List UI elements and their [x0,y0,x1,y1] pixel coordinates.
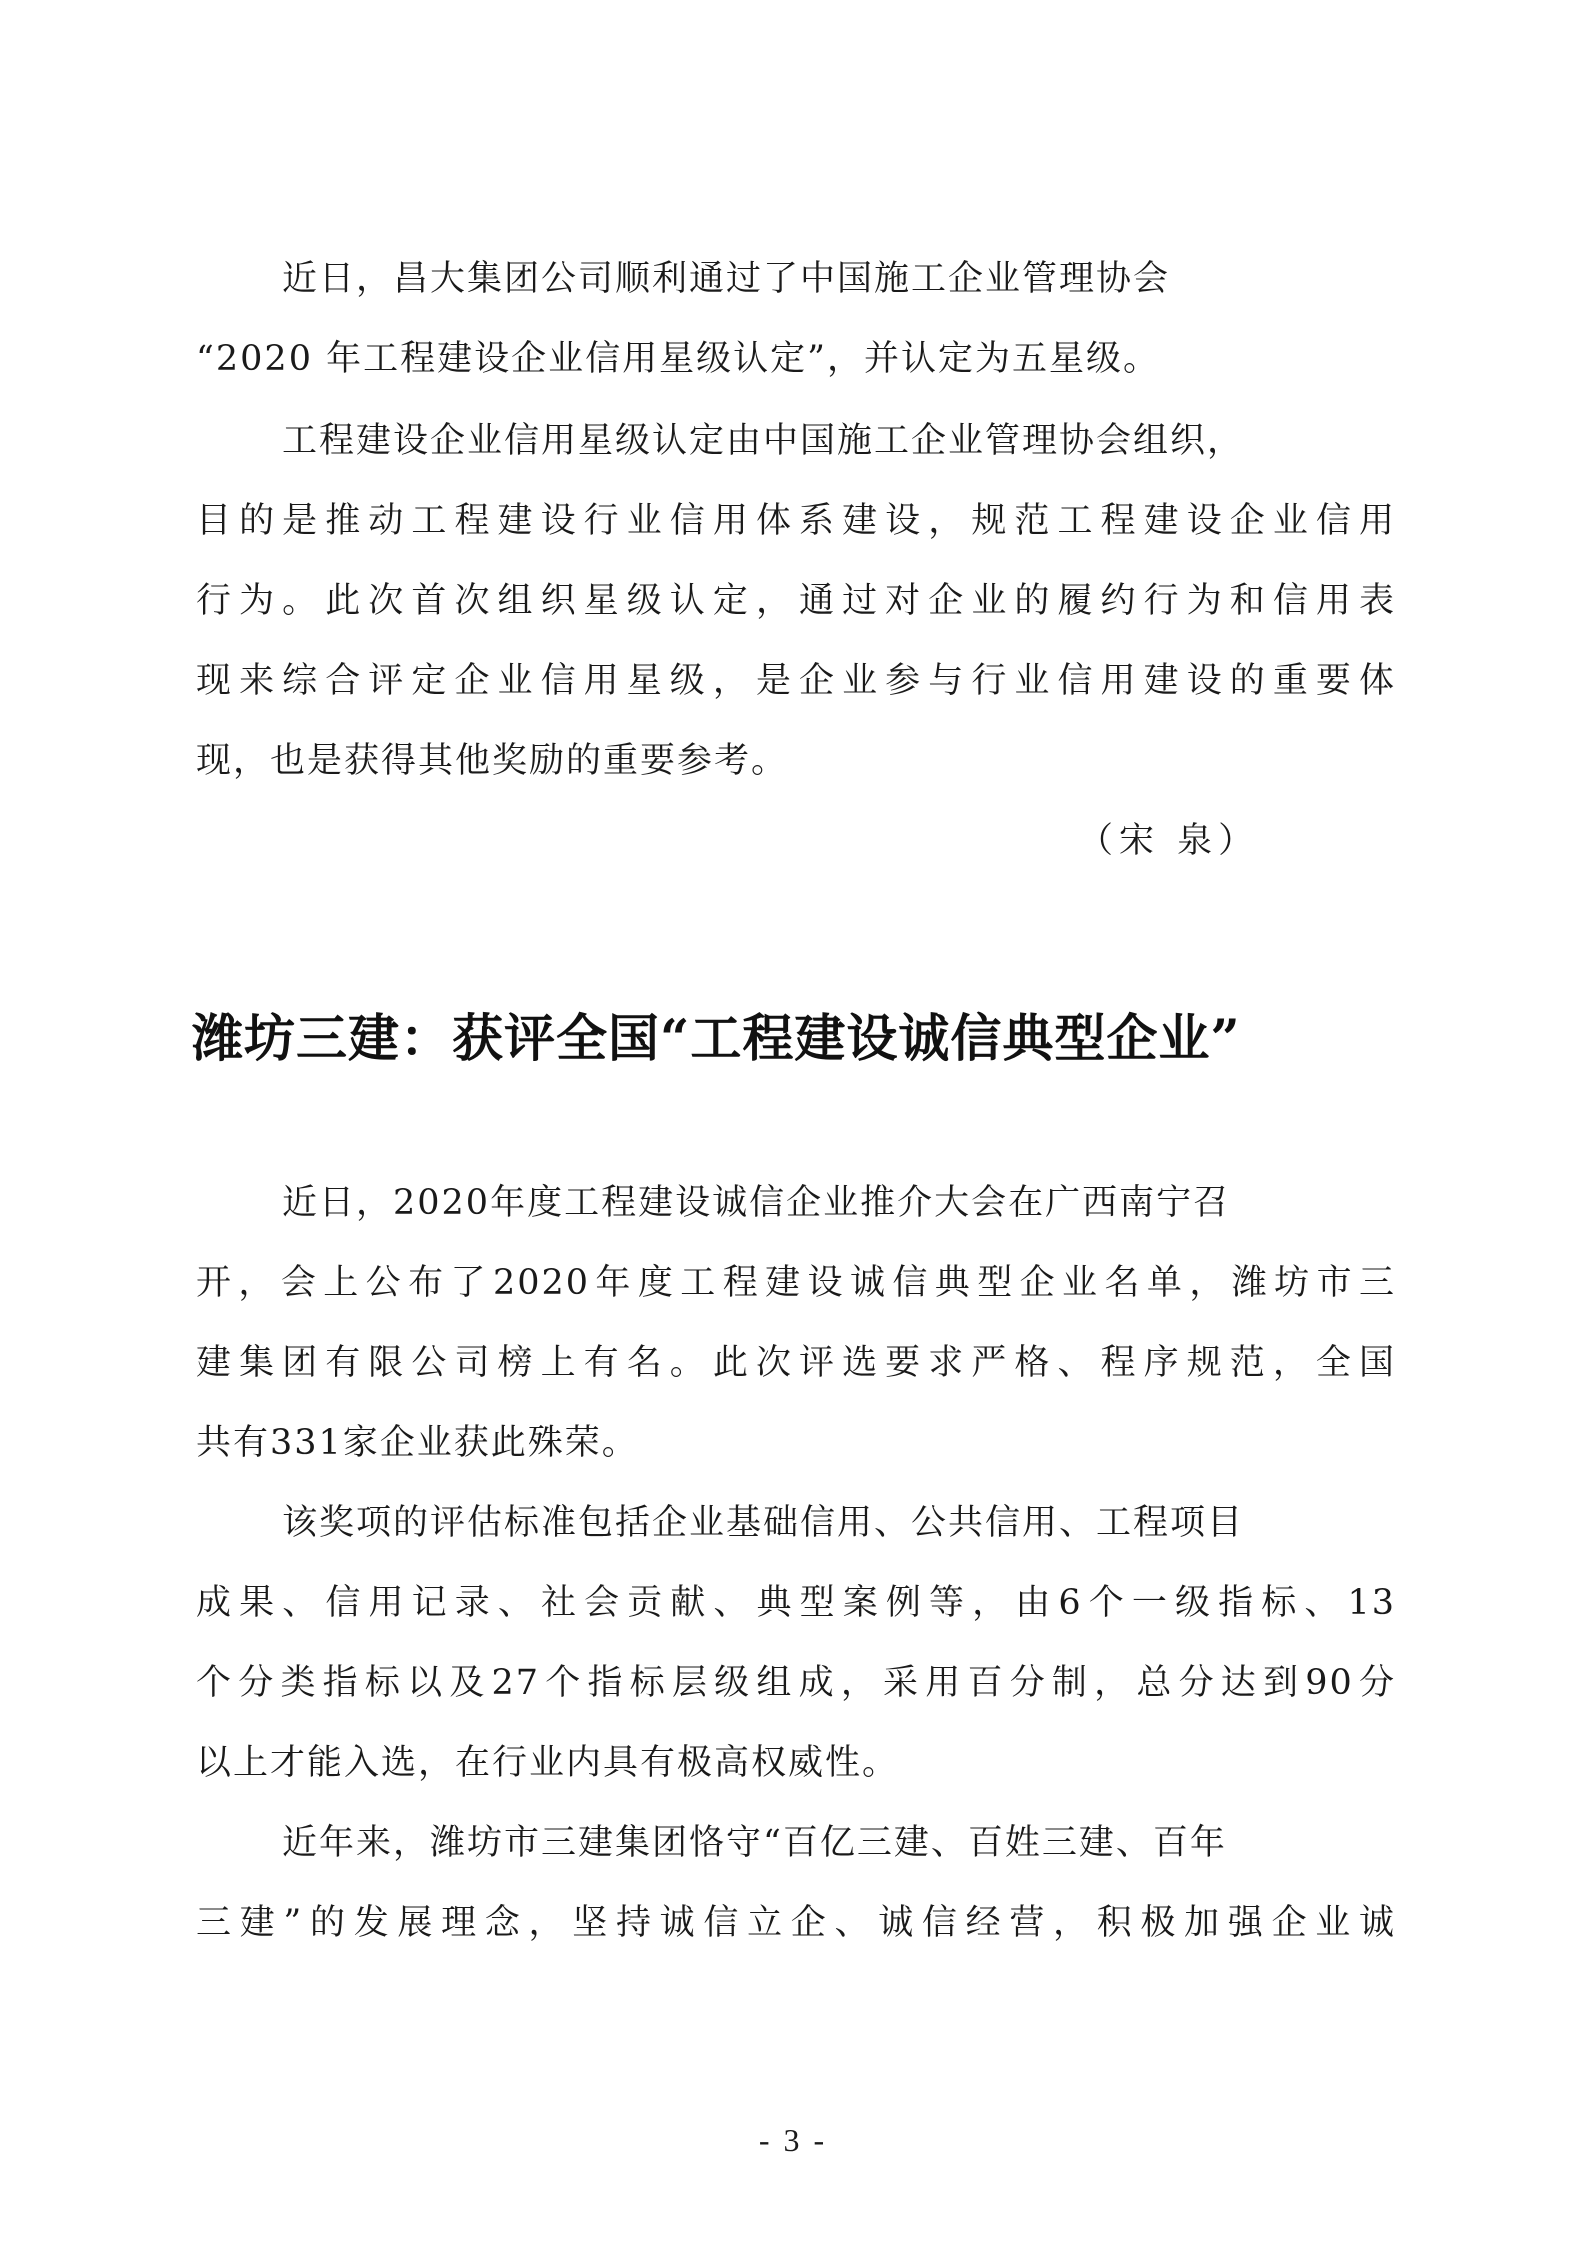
paragraph-line: 近日，2020年度工程建设诚信企业推介大会在广西南宁召 [282,1183,1231,1223]
paragraph-line: 现来综合评定企业信用星级，是企业参与行业信用建设的重要体 [196,661,1396,701]
paragraph-line: 三建”的发展理念，坚持诚信立企、诚信经营，积极加强企业诚 [196,1903,1396,1943]
author-byline: （宋 泉） [1078,821,1260,861]
page-number: - 3 - [758,2122,828,2158]
paragraph-line: “2020 年工程建设企业信用星级认定”，并认定为五星级。 [196,339,1160,379]
paragraph-line: 近年来，潍坊市三建集团恪守“百亿三建、百姓三建、百年 [282,1823,1227,1863]
paragraph-line: 开，会上公布了2020年度工程建设诚信典型企业名单，潍坊市三 [196,1263,1396,1303]
paragraph-line: 行为。此次首次组织星级认定，通过对企业的履约行为和信用表 [196,581,1396,621]
paragraph-line: 工程建设企业信用星级认定由中国施工企业管理协会组织， [282,421,1245,461]
paragraph-line: 共有331家企业获此殊荣。 [196,1423,639,1463]
paragraph-line: 现，也是获得其他奖励的重要参考。 [196,741,789,781]
paragraph-line: 建集团有限公司榜上有名。此次评选要求严格、程序规范，全国 [196,1343,1396,1383]
paragraph-line: 个分类指标以及27个指标层级组成，采用百分制，总分达到90分 [196,1663,1396,1703]
paragraph-line: 成果、信用记录、社会贡献、典型案例等，由6个一级指标、13 [196,1583,1396,1623]
paragraph-line: 近日，昌大集团公司顺利通过了中国施工企业管理协会 [282,259,1171,299]
article-headline: 潍坊三建：获评全国“工程建设诚信典型企业” [192,1009,1241,1069]
paragraph-line: 该奖项的评估标准包括企业基础信用、公共信用、工程项目 [282,1503,1245,1543]
paragraph-line: 目的是推动工程建设行业信用体系建设，规范工程建设企业信用 [196,501,1396,541]
paragraph-line: 以上才能入选，在行业内具有极高权威性。 [196,1743,900,1783]
